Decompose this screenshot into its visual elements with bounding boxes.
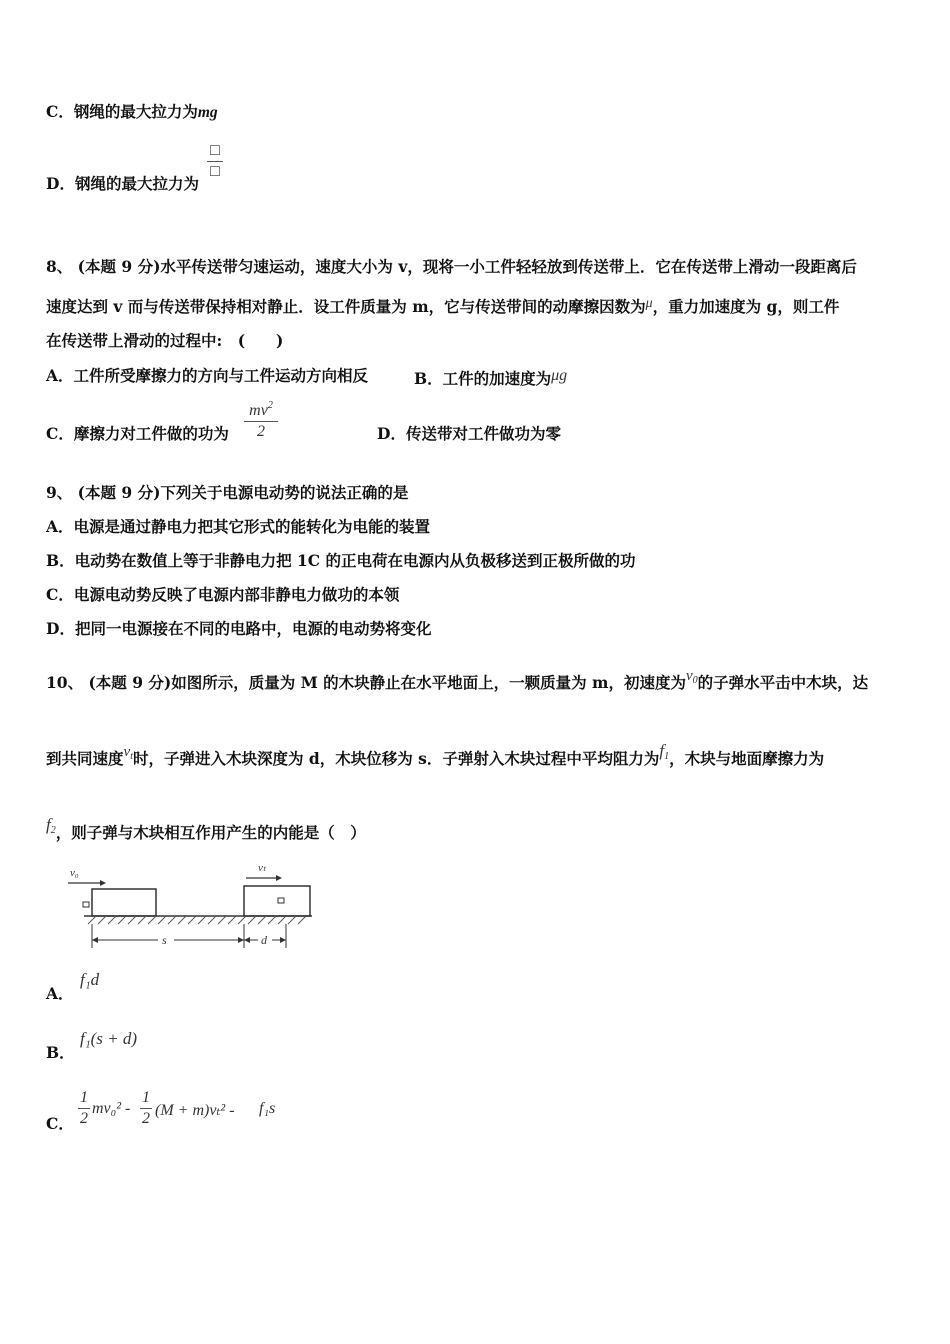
q10-f1-symbol: $f_1$ [659,741,670,762]
q7-option-d: D．钢绳的最大拉力为 [46,174,199,193]
q8-option-b-math: μg [551,367,568,384]
q10-diagram [66,858,326,954]
q7-option-d-fraction: □ □ [207,142,223,181]
q8-option-a: A．工件所受摩擦力的方向与工件运动方向相反 [46,366,369,385]
q9-stem: 9、 (本题 9 分)下列关于电源电动势的说法正确的是 [46,483,409,502]
q8-option-c: C．摩擦力对工件做的功为 [46,424,229,443]
q10-option-c-frac2: 1 2 [142,1089,150,1127]
q10-stem-line1: 10、 (本题 9 分)如图所示，质量为 M 的木块静止在水平地面上，一颗质量为 m，初速度为$v_0$的子弹水平击中木块，达 [46,668,869,692]
q10-option-c: C． [46,1114,74,1133]
q9-option-a: A．电源是通过静电力把其它形式的能转化为电能的装置 [46,517,431,536]
q10-vt-symbol: $v_t$ [123,744,133,762]
q8-mu-symbol: μ [645,296,653,311]
q7-option-c-math: mg [197,104,218,121]
q10-v0-symbol: $v_0$ [685,668,698,686]
s-label: s [162,933,167,947]
block-initial [92,889,156,916]
bullet-initial [83,902,89,907]
d-label: d [261,933,267,947]
q10-option-b-math: f₁(s + d) [80,1029,138,1048]
q10-option-c-term3: f₁s [259,1100,276,1117]
q8-stem-line3: 在传送带上滑动的过程中: ( ) [46,331,284,350]
q10-option-b: B． [46,1043,75,1062]
q8-stem-line2: 速度达到 v 而与传送带保持相对静止．设工件质量为 m，它与传送带间的动摩擦因数为μ，重力加速度为 g，则工件 [46,296,840,316]
q7-option-c: C．钢绳的最大拉力为mg [46,102,218,121]
q10-option-a: A． [46,984,74,1003]
q8-stem-line1: 8、 (本题 9 分)水平传送带匀速运动，速度大小为 v，现将一小工件轻轻放到传送带上．它在传送带上滑动一段距离后 [46,257,857,276]
q9-option-b: B．电动势在数值上等于非静电力把 1C 的正电荷在电源内从负极移送到正极所做的功 [46,551,636,570]
q8-option-d: D．传送带对工件做功为零 [377,424,561,443]
q9-option-c: C．电源电动势反映了电源内部非静电力做功的本领 [46,585,400,604]
block-final [244,886,310,916]
v0-label: v₀ [70,867,79,879]
q10-option-c-term2: (M + m)vₜ² - [155,1102,235,1119]
q8-option-b: B．工件的加速度为μg [414,367,568,388]
bullet-final [278,898,284,903]
q10-f2-symbol: $f_2$ [46,815,56,836]
ground-hatch [88,916,306,924]
q9-option-d: D．把同一电源接在不同的电路中，电源的电动势将变化 [46,619,432,638]
q10-stem-line3: $f_2$，则子弹与木块相互作用产生的内能是（ ） [46,815,366,842]
q10-option-a-math: f₁d [80,970,100,989]
vt-label: vₜ [258,862,267,874]
q10-stem-line2: 到共同速度$v_t$时，子弹进入木块深度为 d，木块位移为 s．子弹射入木块过程中平均阻力为$f_1$，木块与地面摩擦力为 [46,741,825,768]
q10-option-c-term1: mv₀² - [92,1100,131,1117]
q10-option-c-frac1: 1 2 [80,1089,88,1127]
q8-option-c-fraction: $mv^2$ 2 [244,400,278,441]
